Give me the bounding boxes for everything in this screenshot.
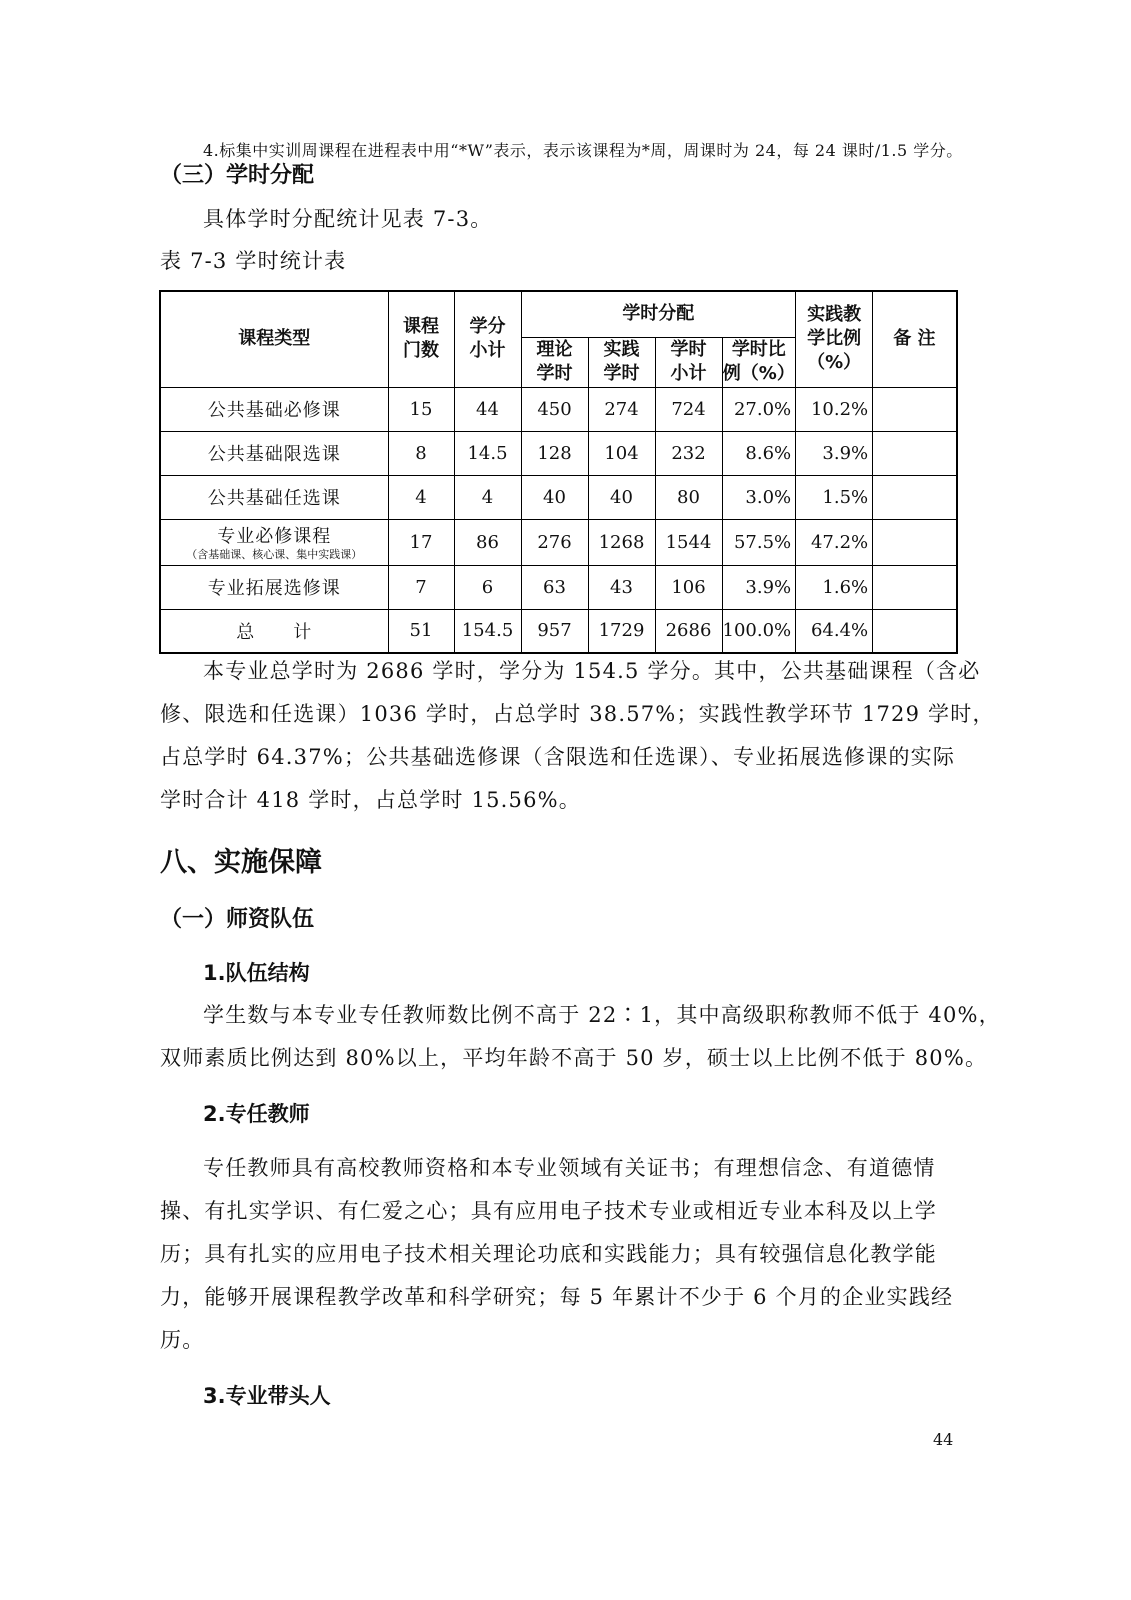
cell-practice-ratio: 1.6% bbox=[796, 565, 873, 609]
cell-ratio: 8.6% bbox=[722, 431, 796, 475]
cell-type: 公共基础限选课 bbox=[160, 431, 388, 475]
header-ratio-line1: 学时比 bbox=[731, 339, 786, 360]
cell-subtotal: 2686 bbox=[655, 609, 722, 653]
structure-line: 双师素质比例达到 80%以上，平均年龄不高于 50 岁，硕士以上比例不低于 80%。 bbox=[160, 1046, 988, 1070]
teachers-line: 历。 bbox=[160, 1328, 205, 1352]
header-practice-line1: 实践 bbox=[603, 339, 640, 360]
summary-line: 本专业总学时为 2686 学时，学分为 154.5 学分。其中，公共基础课程（含必 bbox=[203, 659, 981, 683]
cell-type: 专业拓展选修课 bbox=[160, 565, 388, 609]
page-number: 44 bbox=[933, 1430, 954, 1449]
cell-subtotal: 724 bbox=[655, 387, 722, 431]
header-credits-line2: 小计 bbox=[469, 340, 506, 362]
cell-count: 17 bbox=[388, 519, 454, 565]
header-theory-line1: 理论 bbox=[536, 339, 573, 360]
cell-theory: 276 bbox=[521, 519, 588, 565]
cell-ratio: 27.0% bbox=[722, 387, 796, 431]
cell-ratio: 3.9% bbox=[722, 565, 796, 609]
header-theory-line2: 学时 bbox=[536, 363, 573, 384]
teachers-line: 专任教师具有高校教师资格和本专业领域有关证书；有理想信念、有道德情 bbox=[203, 1156, 936, 1180]
header-theory-hours bbox=[521, 337, 588, 387]
teachers-line: 历；具有扎实的应用电子技术相关理论功底和实践能力；具有较强信息化教学能 bbox=[160, 1242, 937, 1266]
cell-type: 公共基础任选课 bbox=[160, 475, 388, 519]
header-subtotal-line2: 小计 bbox=[670, 363, 707, 384]
cell-type bbox=[160, 519, 388, 565]
cell-subtotal: 106 bbox=[655, 565, 722, 609]
summary-line: 学时合计 418 学时，占总学时 15.56%。 bbox=[160, 788, 581, 812]
structure-line: 学生数与本专业专任教师数比例不高于 22∶1，其中高级职称教师不低于 40%， bbox=[203, 1003, 1001, 1027]
cell-credits: 86 bbox=[454, 519, 521, 565]
cell-count: 8 bbox=[388, 431, 454, 475]
cell-remarks bbox=[873, 609, 957, 653]
cell-practice-ratio: 47.2% bbox=[796, 519, 873, 565]
header-course-type: 课程类型 bbox=[160, 291, 388, 387]
cell-remarks bbox=[873, 565, 957, 609]
cell-ratio: 100.0% bbox=[722, 609, 796, 653]
cell-theory: 450 bbox=[521, 387, 588, 431]
cell-practice: 274 bbox=[588, 387, 655, 431]
cell-remarks bbox=[873, 475, 957, 519]
cell-remarks bbox=[873, 387, 957, 431]
header-ratio-line2: 例（%） bbox=[722, 363, 795, 384]
section-heading-hours: （三）学时分配 bbox=[160, 163, 315, 188]
summary-line: 修、限选和任选课）1036 学时，占总学时 38.57%；实践性教学环节 1729 学时， bbox=[160, 702, 995, 726]
header-subtotal-line1: 学时 bbox=[670, 339, 707, 360]
header-practice-hours bbox=[588, 337, 655, 387]
sub-heading-faculty: （一）师资队伍 bbox=[160, 907, 315, 932]
header-practice-ratio-line2: 学比例 bbox=[807, 328, 862, 350]
cell-count: 15 bbox=[388, 387, 454, 431]
header-hours-ratio bbox=[722, 337, 796, 387]
table-row bbox=[160, 387, 957, 431]
header-practice-ratio bbox=[796, 291, 873, 387]
teachers-line: 力，能够开展课程教学改革和科学研究；每 5 年累计不少于 6 个月的企业实践经 bbox=[160, 1285, 954, 1309]
cell-theory: 63 bbox=[521, 565, 588, 609]
header-hours-subtotal bbox=[655, 337, 722, 387]
item-heading-leader: 3.专业带头人 bbox=[203, 1384, 331, 1408]
cell-practice: 1268 bbox=[588, 519, 655, 565]
cell-practice: 43 bbox=[588, 565, 655, 609]
cell-theory: 128 bbox=[521, 431, 588, 475]
header-course-count bbox=[388, 291, 454, 387]
cell-practice-ratio: 10.2% bbox=[796, 387, 873, 431]
cell-remarks bbox=[873, 431, 957, 475]
cell-practice: 1729 bbox=[588, 609, 655, 653]
cell-type-note: （含基础课、核心课、集中实践课） bbox=[186, 548, 363, 561]
cell-type: 公共基础必修课 bbox=[160, 387, 388, 431]
chapter-heading: 八、实施保障 bbox=[160, 847, 322, 878]
cell-credits: 44 bbox=[454, 387, 521, 431]
header-hours-group: 学时分配 bbox=[521, 291, 796, 337]
header-course-count-line1: 课程 bbox=[403, 316, 439, 338]
cell-subtotal: 80 bbox=[655, 475, 722, 519]
header-course-count-line2: 门数 bbox=[403, 340, 439, 362]
cell-credits: 6 bbox=[454, 565, 521, 609]
cell-credits: 4 bbox=[454, 475, 521, 519]
cell-practice: 40 bbox=[588, 475, 655, 519]
cell-credits: 14.5 bbox=[454, 431, 521, 475]
item-heading-teachers: 2.专任教师 bbox=[203, 1102, 310, 1126]
table-row bbox=[160, 431, 957, 475]
cell-ratio: 3.0% bbox=[722, 475, 796, 519]
header-credits bbox=[454, 291, 521, 387]
hours-table bbox=[159, 290, 958, 654]
cell-ratio: 57.5% bbox=[722, 519, 796, 565]
header-practice-line2: 学时 bbox=[603, 363, 640, 384]
cell-count: 4 bbox=[388, 475, 454, 519]
cell-type-main: 专业必修课程 bbox=[217, 526, 332, 547]
cell-credits: 154.5 bbox=[454, 609, 521, 653]
header-practice-ratio-line3: （%） bbox=[807, 352, 862, 374]
summary-line: 占总学时 64.37%；公共基础选修课（含限选和任选课）、专业拓展选修课的实际 bbox=[160, 745, 956, 769]
cell-count: 51 bbox=[388, 609, 454, 653]
cell-theory: 957 bbox=[521, 609, 588, 653]
table-row bbox=[160, 565, 957, 609]
cell-practice: 104 bbox=[588, 431, 655, 475]
item-heading-structure: 1.队伍结构 bbox=[203, 961, 310, 985]
teachers-line: 操、有扎实学识、有仁爱之心；具有应用电子技术专业或相近专业本科及以上学 bbox=[160, 1199, 937, 1223]
cell-type: 总 计 bbox=[160, 609, 388, 653]
table-row-total bbox=[160, 609, 957, 653]
cell-subtotal: 1544 bbox=[655, 519, 722, 565]
section-intro: 具体学时分配统计见表 7-3。 bbox=[203, 207, 493, 231]
footnote-line: 4.标集中实训周课程在进程表中用“*W”表示，表示该课程为*周，周课时为 24，每 24 课时/1.5 学分。 bbox=[203, 141, 963, 160]
cell-practice-ratio: 1.5% bbox=[796, 475, 873, 519]
table-row bbox=[160, 519, 957, 565]
header-practice-ratio-line1: 实践教 bbox=[807, 304, 862, 326]
cell-remarks bbox=[873, 519, 957, 565]
cell-practice-ratio: 3.9% bbox=[796, 431, 873, 475]
cell-practice-ratio: 64.4% bbox=[796, 609, 873, 653]
header-credits-line1: 学分 bbox=[469, 316, 506, 338]
cell-count: 7 bbox=[388, 565, 454, 609]
header-remarks: 备 注 bbox=[873, 291, 957, 387]
cell-subtotal: 232 bbox=[655, 431, 722, 475]
table-row bbox=[160, 475, 957, 519]
table-caption: 表 7-3 学时统计表 bbox=[160, 249, 347, 273]
cell-theory: 40 bbox=[521, 475, 588, 519]
